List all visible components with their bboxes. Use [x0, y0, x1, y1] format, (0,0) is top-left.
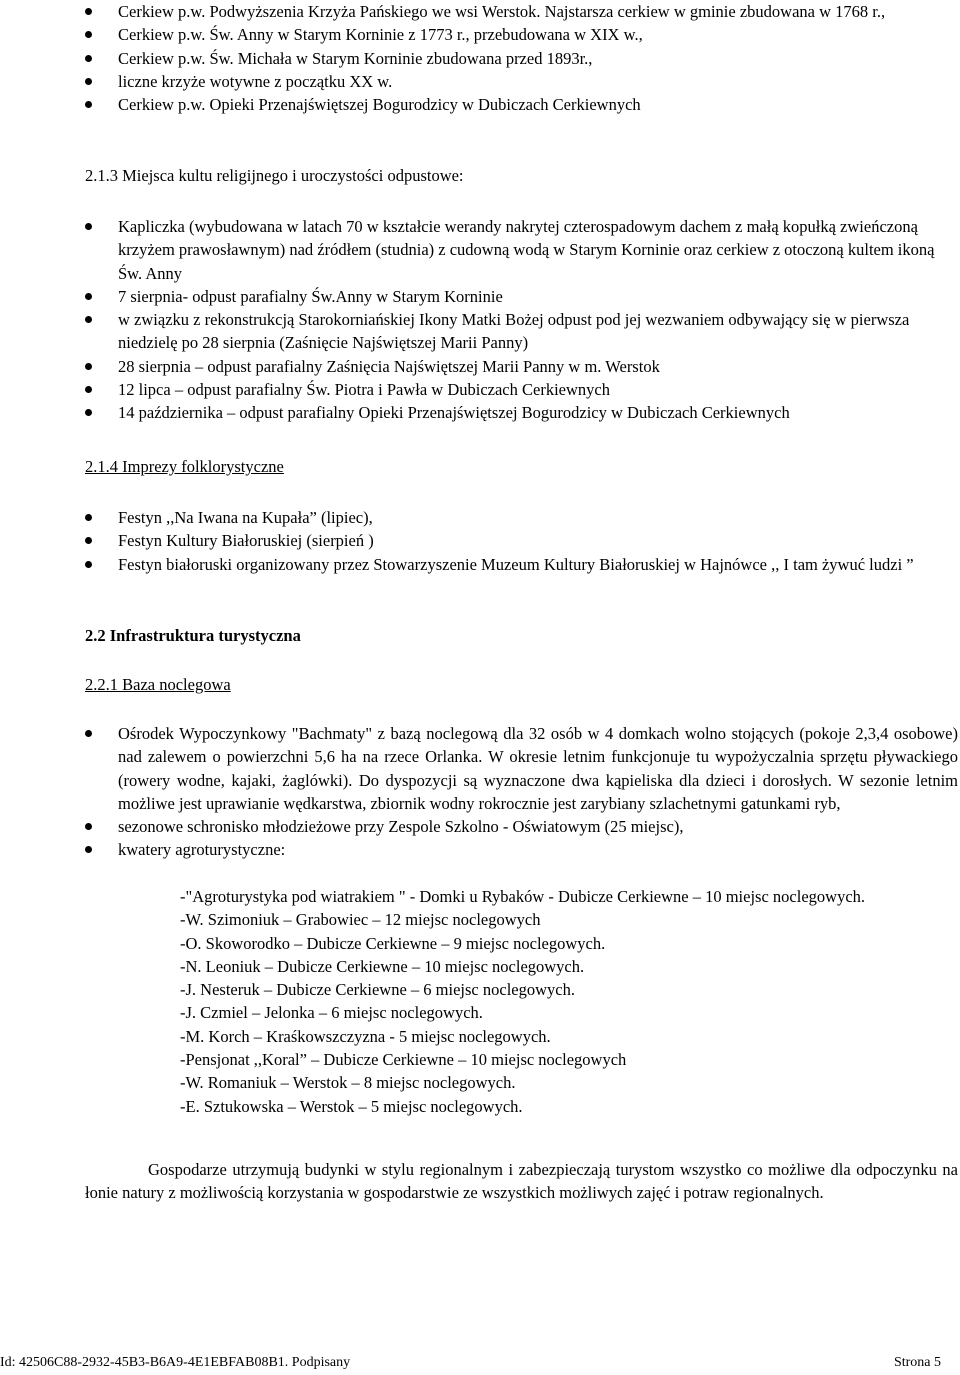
closing-paragraph: Gospodarze utrzymują budynki w stylu regionalnym i zabezpieczają turystom wszystko co możliwe dla odpoczynku na łonie natury z możliwością korzystania w gospodarstwie ze wszystkich możliwych zajęć i potraw regionalnych. — [85, 1160, 958, 1203]
church-list — [85, 0, 958, 116]
list-item: Ośrodek Wypoczynkowy "Bachmaty" z bazą noclegową dla 32 osób w 4 domkach wolno stojących (pokoje 2,3,4 osobowe) nad zalewem o powierzchni 5,6 ha na rzece Orlanka. W okresie letnim funkcjonuje tu wypożyczalnia sprzętu pływackiego (rowery wodne, kajaki, żaglówki). Do dyspozycji są wyznaczone dwa kąpieliska dla dzieci i dorosłych. W sezonie letnim możliwe jest uprawianie wędkarstwa, zbiornik wodny rokrocznie jest zarybiany szlachetnymi gatunkami ryb, — [85, 722, 958, 815]
agritourism-entry: -W. Szimoniuk – Grabowiec – 12 miejsc noclegowych — [180, 910, 541, 930]
agritourism-entry: -J. Nesteruk – Dubicze Cerkiewne – 6 miejsc noclegowych. — [180, 980, 575, 1000]
list-item: Festyn białoruski organizowany przez Stowarzyszenie Muzeum Kultury Białoruskiej w Hajnówce ,, I tam żywuć ludzi ” — [85, 553, 958, 576]
agritourism-entry: -N. Leoniuk – Dubicze Cerkiewne – 10 miejsc noclegowych. — [180, 956, 585, 976]
section-heading-22: 2.2 Infrastruktura turystyczna — [85, 626, 301, 645]
folklore-events-list — [85, 506, 958, 576]
list-item: 28 sierpnia – odpust parafialny Zaśnięcia Najświętszej Marii Panny w m. Werstok — [85, 355, 958, 378]
agritourism-entry: -J. Czmiel – Jelonka – 6 miejsc noclegowych. — [180, 1003, 483, 1023]
list-item: 14 października – odpust parafialny Opieki Przenajświętszej Bogurodzicy w Dubiczach Cerkiewnych — [85, 401, 958, 424]
list-item: 12 lipca – odpust parafialny Św. Piotra i Pawła w Dubiczach Cerkiewnych — [85, 378, 958, 401]
list-item: 7 sierpnia- odpust parafialny Św.Anny w Starym Korninie — [85, 285, 958, 308]
section-heading-221: 2.2.1 Baza noclegowa — [85, 675, 231, 694]
list-item: Festyn ,,Na Iwana na Kupała” (lipiec), — [85, 506, 958, 529]
page-number: Strona 5 — [893, 1355, 941, 1370]
list-item: Cerkiew p.w. Św. Michała w Starym Korninie zbudowana przed 1893r., — [85, 47, 958, 70]
agritourism-entry: -Pensjonat ,,Koral” – Dubicze Cerkiewne – 10 miejsc noclegowych — [180, 1050, 627, 1070]
list-item: Cerkiew p.w. Opieki Przenajświętszej Bogurodzicy w Dubiczach Cerkiewnych — [85, 93, 958, 116]
document-id-footer: Id: 42506C88-2932-45B3-B6A9-4E1EBFAB08B1. Podpisany — [0, 1355, 351, 1370]
accommodation-list — [85, 722, 958, 862]
list-item: Cerkiew p.w. Podwyższenia Krzyża Pańskiego we wsi Werstok. Najstarsza cerkiew w gminie zbudowana w 1768 r., — [85, 0, 958, 23]
list-item: kwatery agroturystyczne: — [85, 838, 958, 861]
section-heading-213: 2.1.3 Miejsca kultu religijnego i uroczystości odpustowe: — [85, 166, 464, 185]
list-item: liczne krzyże wotywne z początku XX w. — [85, 70, 958, 93]
agritourism-list — [85, 885, 958, 1118]
list-item: Kapliczka (wybudowana w latach 70 w kształcie werandy nakrytej czterospadowym dachem z małą kopułką zwieńczoną krzyżem prawosławnym) nad źródłem (studnia) z cudowną wodą w Starym Korninie oraz cerkiew z otoczoną kultem ikoną Św. Anny — [85, 215, 958, 285]
list-item: Festyn Kultury Białoruskiej (sierpień ) — [85, 529, 958, 552]
agritourism-entry: -O. Skoworodko – Dubicze Cerkiewne – 9 miejsc noclegowych. — [180, 933, 606, 953]
agritourism-entry: -M. Korch – Kraśkowszczyzna - 5 miejsc noclegowych. — [180, 1026, 551, 1046]
agritourism-entry: -"Agroturystyka pod wiatrakiem " - Domki u Rybaków - Dubicze Cerkiewne – 10 miejsc noclegowych. — [180, 887, 866, 906]
list-item: Cerkiew p.w. Św. Anny w Starym Korninie z 1773 r., przebudowana w XIX w., — [85, 23, 958, 46]
section-heading-214: 2.1.4 Imprezy folklorystyczne — [85, 457, 284, 476]
religious-sites-list — [85, 215, 958, 425]
list-item: w związku z rekonstrukcją Starokorniańskiej Ikony Matki Bożej odpust pod jej wezwaniem odbywający się w pierwsza niedzielę po 28 sierpnia (Zaśnięcie Najświętszej Marii Panny) — [85, 308, 958, 355]
agritourism-entry: -E. Sztukowska – Werstok – 5 miejsc noclegowych. — [180, 1096, 523, 1116]
agritourism-entry: -W. Romaniuk – Werstok – 8 miejsc noclegowych. — [180, 1073, 516, 1093]
list-item: sezonowe schronisko młodzieżowe przy Zespole Szkolno - Oświatowym (25 miejsc), — [85, 815, 958, 838]
